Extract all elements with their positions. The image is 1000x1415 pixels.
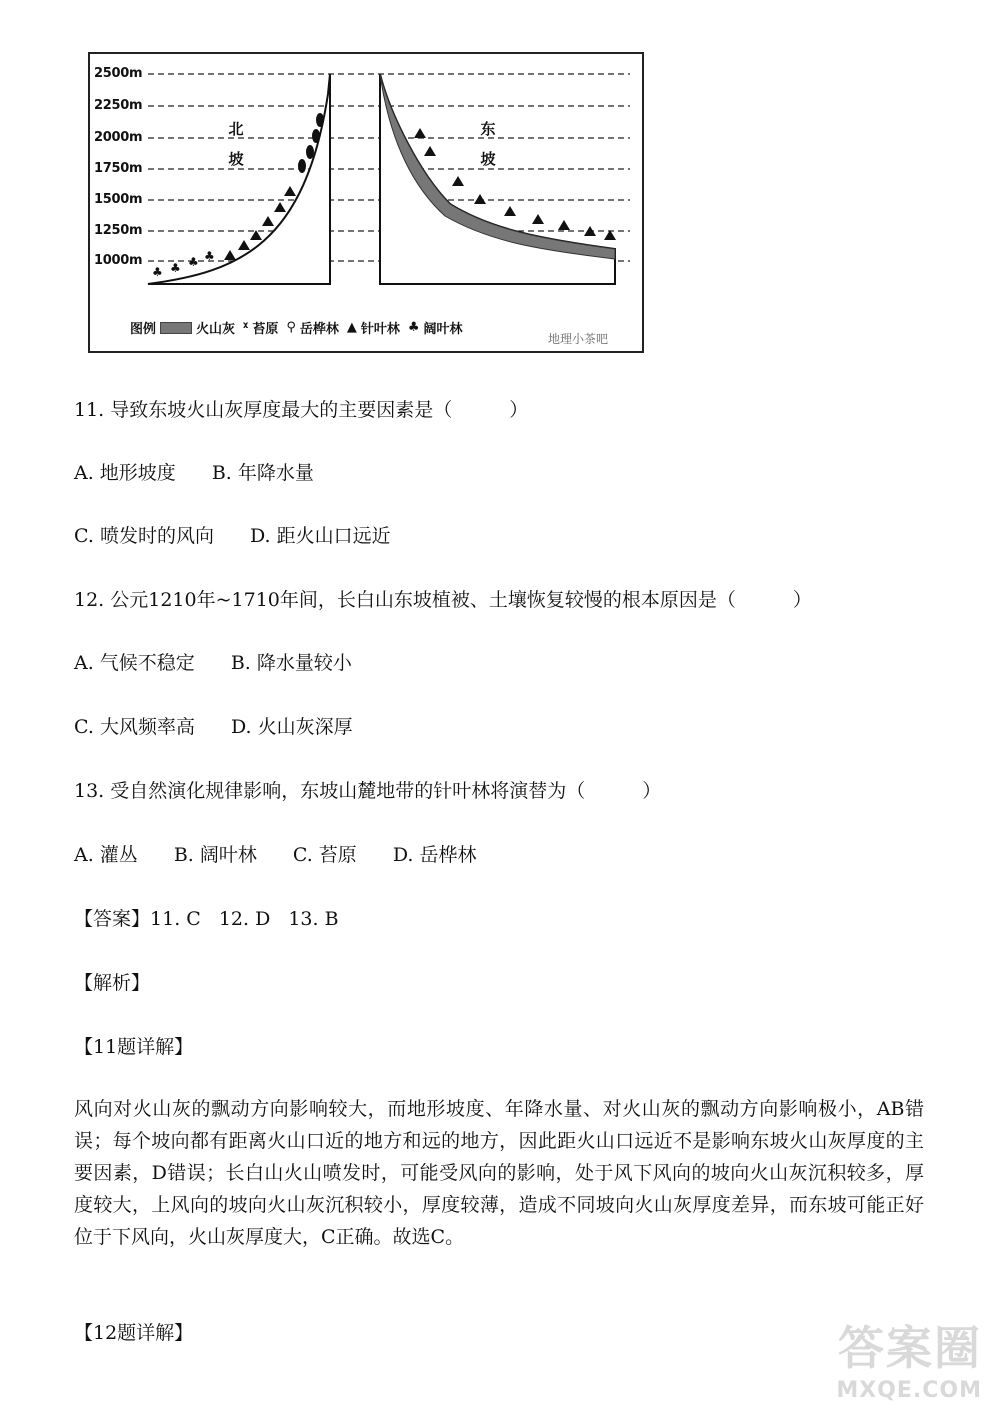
- analysis-heading: 【解析】: [74, 972, 151, 994]
- site-watermark: [836, 1312, 982, 1403]
- option-d: D. 距火山口远近: [249, 525, 391, 547]
- svg-text:♣: ♣: [152, 265, 163, 279]
- elevation-label: 1500m: [94, 192, 143, 207]
- legend-title: 图例: [130, 322, 157, 337]
- question-11-options-ab: [74, 458, 314, 488]
- detail-11-heading: 【11题详解】: [74, 1036, 194, 1058]
- elevation-label: 2000m: [94, 130, 143, 145]
- legend-birch: 岳桦林: [299, 322, 339, 337]
- east-slope-label: 东 坡: [480, 120, 496, 168]
- option-a: A. 气候不稳定: [74, 652, 195, 674]
- question-12-options-ab: [74, 648, 352, 678]
- svg-text:♣: ♣: [170, 261, 181, 275]
- detail-11-text: 风向对火山灰的飘动方向影响较大，而地形坡度、年降水量、对火山灰的飘动方向影响极小，AB错误；每个坡向都有距离火山口近的地方和远的地方，因此距火山口远近不是影响东坡火山灰厚度的主要因素，D错误；长白山火山喷发时，可能受风向的影响，处于风下风向的坡向火山灰沉积较多，厚度较大，上风向的坡向火山灰沉积较小，厚度较薄，造成不同坡向火山灰厚度差异，而东坡可能正好位于下风向，火山灰厚度大，C正确。故选C。: [74, 1098, 924, 1248]
- figure-watermark: 地理小茶吧: [548, 332, 609, 346]
- birch-icon: ⚲: [286, 320, 296, 335]
- legend-broadleaf: 阔叶林: [423, 322, 463, 337]
- question-12-options-cd: [74, 712, 353, 742]
- question-12-stem: 12. 公元1210年~1710年间，长白山东坡植被、土壤恢复较慢的根本原因是（ ）: [74, 589, 812, 611]
- legend-ash: 火山灰: [196, 322, 236, 337]
- answer-line: [74, 904, 339, 934]
- option-d: D. 岳桦林: [392, 844, 477, 866]
- legend-tundra: 苔原: [252, 322, 279, 337]
- question-13-options: [74, 840, 476, 870]
- option-b: B. 阔叶林: [173, 844, 257, 866]
- question-11-options-cd: [74, 521, 391, 551]
- elevation-label: 2500m: [94, 66, 143, 81]
- option-d: D. 火山灰深厚: [230, 716, 353, 738]
- option-a: A. 地形坡度: [74, 462, 176, 484]
- elevation-label: 1000m: [94, 253, 143, 268]
- broadleaf-icon: ♣: [407, 320, 420, 335]
- elevation-label: 1250m: [94, 223, 143, 238]
- option-a: A. 灌丛: [74, 844, 138, 866]
- ash-swatch-icon: [160, 322, 192, 334]
- watermark-line-1: 答案圈: [838, 1321, 982, 1375]
- question-13-stem: 13. 受自然演化规律影响，东坡山麓地带的针叶林将演替为（ ）: [74, 780, 662, 802]
- elevation-label: 2250m: [94, 98, 143, 113]
- north-slope-label: 北 坡: [228, 120, 244, 168]
- answer-13: 13. B: [288, 908, 339, 930]
- option-b: B. 降水量较小: [230, 652, 352, 674]
- option-b: B. 年降水量: [211, 462, 314, 484]
- question-11-stem: 11. 导致东坡火山灰厚度最大的主要因素是（ ）: [74, 399, 529, 421]
- answer-12: 12. D: [218, 908, 271, 930]
- answer-label: 【答案】: [74, 908, 151, 930]
- profile-drawing: [90, 54, 642, 351]
- watermark-line-2: MXQE.COM: [836, 1378, 982, 1403]
- svg-text:♣: ♣: [204, 249, 215, 263]
- option-c: C. 大风频率高: [74, 716, 195, 738]
- volcano-profile-figure: [88, 52, 644, 353]
- option-c: C. 苔原: [292, 844, 357, 866]
- tundra-icon: ᵡ: [243, 320, 249, 335]
- conifer-icon: ▲: [346, 320, 357, 335]
- figure-legend: [130, 318, 463, 337]
- option-c: C. 喷发时的风向: [74, 525, 214, 547]
- svg-text:♣: ♣: [188, 255, 199, 269]
- detail-12-heading: 【12题详解】: [74, 1322, 194, 1344]
- answer-11: 11. C: [150, 908, 201, 930]
- elevation-label: 1750m: [94, 161, 143, 176]
- legend-conifer: 针叶林: [360, 322, 400, 337]
